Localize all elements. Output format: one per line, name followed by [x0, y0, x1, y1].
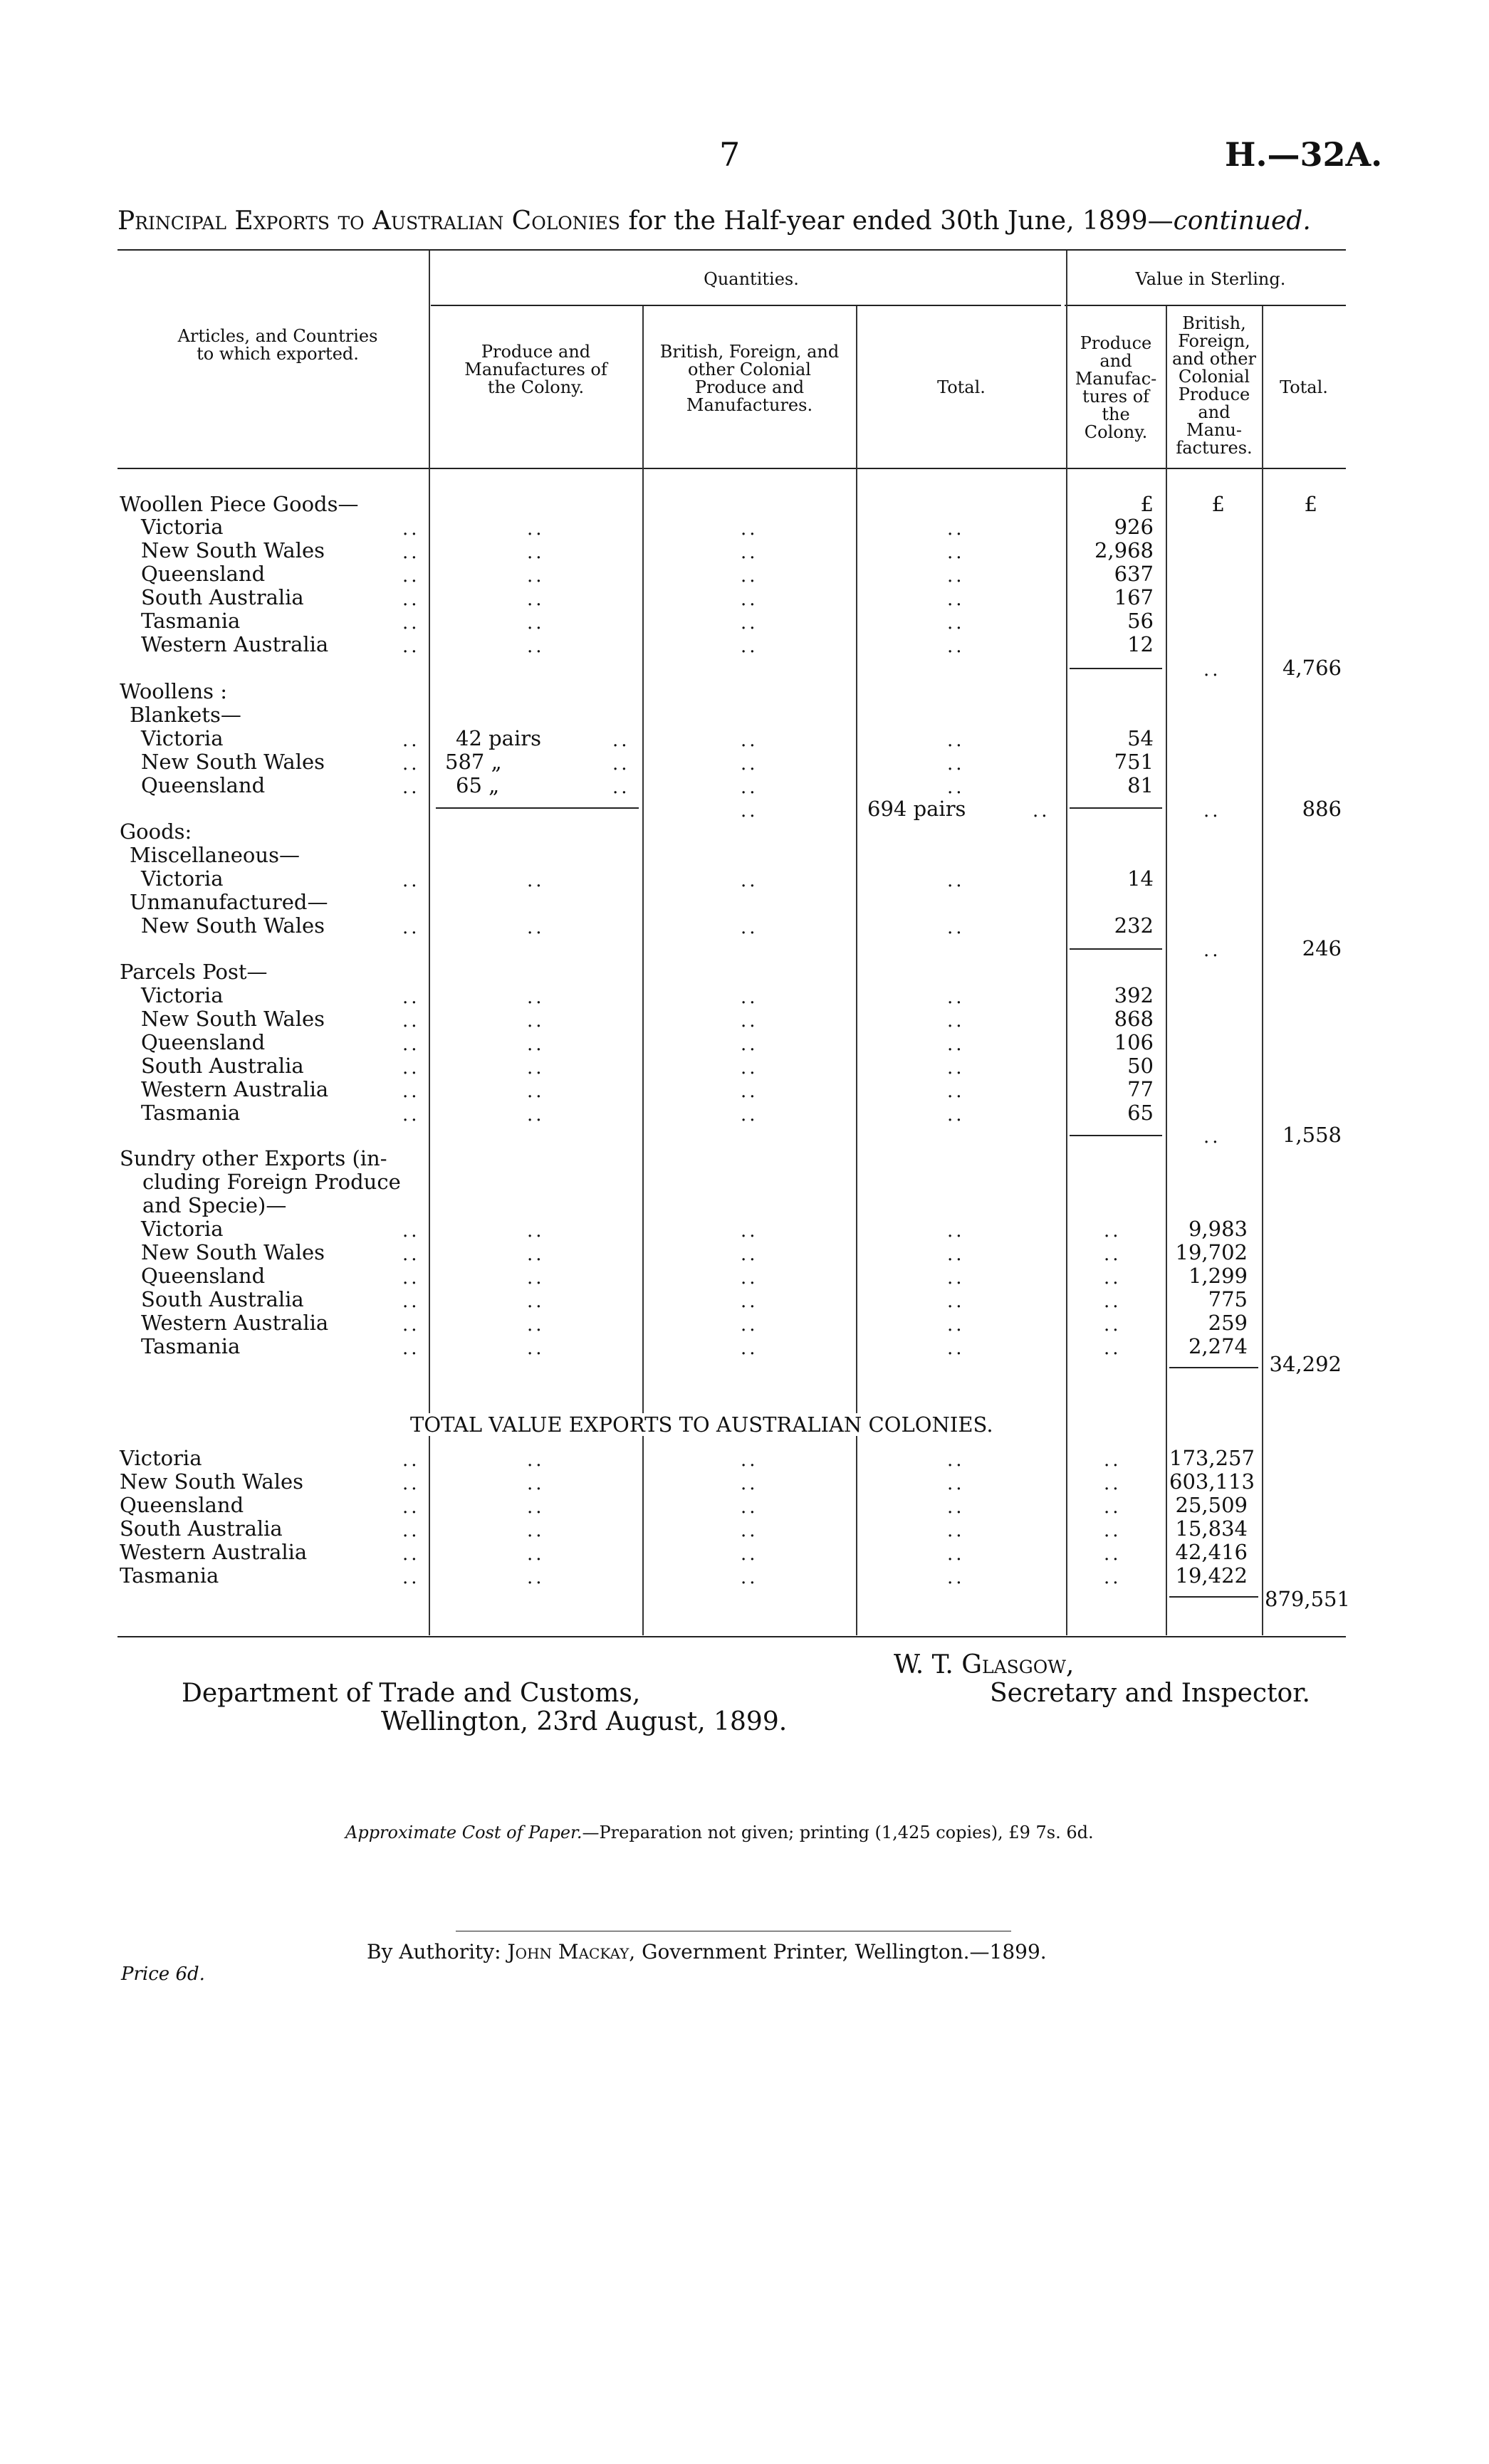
leader-dots: ..: [741, 1081, 758, 1102]
leader-dots: ..: [402, 1496, 420, 1518]
page-number: 7: [719, 135, 741, 174]
title-middle: for the Half-year ended 30th June, 1899—: [620, 206, 1174, 236]
leader-dots: ..: [947, 753, 965, 775]
country-label: Victoria: [141, 726, 224, 750]
country-label: Tasmania: [141, 1101, 241, 1125]
leader-dots: ..: [402, 1520, 420, 1541]
leader-dots: ..: [527, 1543, 545, 1565]
country-label: Victoria: [120, 1446, 202, 1470]
section-total: 246: [1302, 936, 1342, 960]
quantity-produce: 65 „: [456, 773, 500, 797]
country-label: Western Australia: [120, 1540, 308, 1564]
leader-dots: ..: [741, 800, 758, 822]
subtotal-rule: [1169, 1596, 1258, 1598]
value-produce: 637: [1114, 562, 1154, 586]
country-label: Victoria: [141, 515, 224, 539]
col-header-q-produce: Produce and Manufactures of the Colony.: [464, 342, 607, 397]
leader-dots: ..: [741, 1314, 758, 1336]
subheading-miscellaneous: Miscellaneous—: [130, 843, 300, 867]
leader-dots: ..: [1203, 800, 1221, 822]
value-produce: 65: [1127, 1101, 1154, 1125]
signatory-title: Secretary and Inspector.: [990, 1679, 1310, 1708]
value-produce: 167: [1114, 585, 1154, 609]
leader-dots: ..: [741, 1496, 758, 1518]
leader-dots: ..: [741, 1449, 758, 1471]
leader-dots: ..: [527, 917, 545, 938]
section-heading-parcels: Parcels Post—: [120, 960, 268, 984]
subtotal-rule: [1070, 807, 1162, 809]
subtotal-rule: [1070, 948, 1162, 950]
leader-dots: ..: [741, 1520, 758, 1541]
leader-dots: ..: [527, 518, 545, 540]
col-header-v-produce: Produce and Manufac-tures of the Colony.: [1075, 333, 1157, 442]
subtotal-rule: [1070, 668, 1162, 669]
value-produce: 14: [1127, 866, 1154, 891]
value-produce: 106: [1114, 1030, 1154, 1054]
leader-dots: ..: [947, 870, 965, 891]
quantity-produce: 587 „: [445, 750, 502, 774]
leader-dots: ..: [741, 753, 758, 775]
leader-dots: ..: [947, 1220, 965, 1242]
value-british: 19,702: [1175, 1240, 1248, 1264]
col-divider-5: [1166, 306, 1167, 1635]
cost-text: —Preparation not given; printing (1,425 copies), £9 7s. 6d.: [582, 1823, 1094, 1842]
country-label: Tasmania: [141, 1334, 241, 1358]
value-produce: 54: [1127, 726, 1154, 750]
leader-dots: ..: [947, 730, 965, 751]
leader-dots: ..: [402, 1081, 420, 1102]
leader-dots: ..: [947, 1473, 965, 1494]
leader-dots: ..: [741, 542, 758, 563]
quantities-rule: [431, 305, 1061, 306]
country-label: New South Wales: [141, 1240, 325, 1264]
leader-dots: ..: [527, 636, 545, 657]
leader-dots: ..: [741, 1057, 758, 1079]
leader-dots: ..: [741, 636, 758, 657]
leader-dots: ..: [402, 777, 420, 798]
leader-dots: ..: [402, 987, 420, 1008]
leader-dots: ..: [947, 1104, 965, 1126]
currency-symbol-produce: £: [1140, 492, 1154, 516]
section-total: 4,766: [1282, 656, 1342, 680]
leader-dots: ..: [741, 589, 758, 610]
leader-dots: ..: [402, 1314, 420, 1336]
signatory-surname: Glasgow,: [961, 1650, 1075, 1679]
country-label: Western Australia: [141, 632, 329, 656]
value-produce: 56: [1127, 609, 1154, 633]
leader-dots: ..: [1104, 1244, 1122, 1265]
currency-symbol-total: £: [1304, 492, 1317, 516]
value-british: 2,274: [1188, 1334, 1248, 1358]
leader-dots: ..: [527, 1496, 545, 1518]
country-label: Victoria: [141, 1217, 224, 1241]
title-prefix: Principal Exports to Australian Colonies: [117, 206, 620, 236]
leader-dots: ..: [527, 612, 545, 634]
subtotal-rule: [1169, 1367, 1258, 1368]
page-title: [117, 206, 1311, 236]
value-british: 25,509: [1175, 1493, 1248, 1517]
leader-dots: ..: [1104, 1449, 1122, 1471]
leader-dots: ..: [947, 1496, 965, 1518]
country-label: New South Wales: [141, 750, 325, 774]
section-heading-woollens: Woollens :: [120, 679, 228, 703]
leader-dots: ..: [947, 612, 965, 634]
col-header-q-british: British, Foreign, and other Colonial Produce and Manufactures.: [659, 342, 840, 415]
leader-dots: ..: [402, 1473, 420, 1494]
leader-dots: ..: [1104, 1543, 1122, 1565]
leader-dots: ..: [947, 1543, 965, 1565]
subtotal-rule: [1070, 1135, 1162, 1136]
leader-dots: ..: [947, 1244, 965, 1265]
col-header-value: Value in Sterling.: [1135, 269, 1286, 289]
leader-dots: ..: [1203, 1126, 1221, 1148]
leader-dots: ..: [741, 917, 758, 938]
leader-dots: ..: [741, 1220, 758, 1242]
signatory-initials: W. T.: [894, 1650, 954, 1679]
leader-dots: ..: [947, 589, 965, 610]
leader-dots: ..: [527, 987, 545, 1008]
leader-dots: ..: [947, 1057, 965, 1079]
leader-dots: ..: [402, 565, 420, 587]
country-label: Queensland: [141, 1030, 266, 1054]
leader-dots: ..: [947, 542, 965, 563]
leader-dots: ..: [527, 1081, 545, 1102]
section-heading-goods: Goods:: [120, 819, 192, 844]
leader-dots: ..: [947, 1081, 965, 1102]
subheading-blankets: Blankets—: [130, 703, 241, 727]
leader-dots: ..: [402, 1220, 420, 1242]
leader-dots: ..: [947, 987, 965, 1008]
place-date: Wellington, 23rd August, 1899.: [381, 1707, 788, 1736]
grand-total: 879,551: [1265, 1587, 1350, 1611]
leader-dots: ..: [402, 1010, 420, 1032]
totals-heading: TOTAL VALUE EXPORTS TO AUSTRALIAN COLONIES.: [406, 1413, 998, 1436]
leader-dots: ..: [527, 1338, 545, 1359]
leader-dots: ..: [947, 1034, 965, 1055]
country-label: Queensland: [141, 773, 266, 797]
leader-dots: ..: [1104, 1338, 1122, 1359]
leader-dots: ..: [402, 1034, 420, 1055]
leader-dots: ..: [527, 1267, 545, 1289]
leader-dots: ..: [741, 987, 758, 1008]
col-divider-4: [1066, 251, 1067, 1635]
leader-dots: ..: [402, 870, 420, 891]
leader-dots: ..: [947, 917, 965, 938]
value-british: 15,834: [1175, 1516, 1248, 1541]
leader-dots: ..: [741, 730, 758, 751]
header-bottom-rule: [117, 468, 1346, 469]
leader-dots: ..: [402, 917, 420, 938]
leader-dots: ..: [527, 1220, 545, 1242]
leader-dots: ..: [947, 636, 965, 657]
country-label: Tasmania: [141, 609, 241, 633]
value-british: 259: [1208, 1311, 1248, 1335]
leader-dots: ..: [741, 777, 758, 798]
leader-dots: ..: [402, 1338, 420, 1359]
leader-dots: ..: [402, 1244, 420, 1265]
country-label: South Australia: [141, 1054, 304, 1078]
leader-dots: ..: [1203, 940, 1221, 961]
cost-of-paper: [345, 1823, 1094, 1842]
leader-dots: ..: [402, 1104, 420, 1126]
country-label: Western Australia: [141, 1311, 329, 1335]
leader-dots: ..: [1203, 659, 1221, 681]
leader-dots: ..: [741, 1010, 758, 1032]
leader-dots: ..: [947, 1520, 965, 1541]
leader-dots: ..: [741, 612, 758, 634]
leader-dots: ..: [402, 1449, 420, 1471]
country-label: New South Wales: [141, 913, 325, 938]
leader-dots: ..: [527, 1520, 545, 1541]
leader-dots: ..: [741, 565, 758, 587]
col-header-articles: Articles, and Countries to which exported.: [177, 326, 378, 364]
currency-symbol-british: £: [1211, 492, 1225, 516]
table-top-rule: [117, 249, 1346, 251]
value-produce: 392: [1114, 983, 1154, 1007]
leader-dots: ..: [527, 1244, 545, 1265]
leader-dots: ..: [402, 1543, 420, 1565]
quantity-total: 694 pairs: [867, 797, 966, 821]
leader-dots: ..: [612, 753, 630, 775]
value-british: 42,416: [1175, 1540, 1248, 1564]
leader-dots: ..: [527, 1473, 545, 1494]
leader-dots: ..: [741, 1244, 758, 1265]
value-british: 775: [1208, 1287, 1248, 1311]
leader-dots: ..: [1104, 1473, 1122, 1494]
value-british: 1,299: [1188, 1264, 1248, 1288]
leader-dots: ..: [402, 542, 420, 563]
leader-dots: ..: [527, 1057, 545, 1079]
section-total: 1,558: [1282, 1123, 1342, 1147]
leader-dots: ..: [527, 1104, 545, 1126]
cost-label: Approximate Cost of Paper.: [345, 1823, 582, 1842]
leader-dots: ..: [402, 636, 420, 657]
authority-suffix: Government Printer, Wellington.—1899.: [642, 1940, 1047, 1964]
country-label: New South Wales: [120, 1469, 304, 1494]
leader-dots: ..: [741, 518, 758, 540]
leader-dots: ..: [741, 870, 758, 891]
leader-dots: ..: [402, 1267, 420, 1289]
leader-dots: ..: [741, 1267, 758, 1289]
leader-dots: ..: [527, 1034, 545, 1055]
country-label: New South Wales: [141, 1007, 325, 1031]
value-produce: 868: [1114, 1007, 1154, 1031]
leader-dots: ..: [1104, 1291, 1122, 1312]
subheading-unmanufactured: Unmanufactured—: [130, 890, 328, 914]
leader-dots: ..: [947, 777, 965, 798]
value-produce: 50: [1127, 1054, 1154, 1078]
value-produce: 751: [1114, 750, 1154, 774]
country-label: Queensland: [141, 562, 266, 586]
section-total: 886: [1302, 797, 1342, 821]
leader-dots: ..: [947, 1267, 965, 1289]
document-reference: H.—32A.: [1225, 135, 1383, 174]
leader-dots: ..: [741, 1567, 758, 1588]
leader-dots: ..: [947, 518, 965, 540]
leader-dots: ..: [741, 1034, 758, 1055]
leader-dots: ..: [1104, 1496, 1122, 1518]
leader-dots: ..: [527, 870, 545, 891]
col-header-v-total: Total.: [1280, 377, 1328, 397]
leader-dots: ..: [527, 1567, 545, 1588]
leader-dots: ..: [741, 1543, 758, 1565]
leader-dots: ..: [1104, 1267, 1122, 1289]
authority-prefix: By Authority:: [367, 1940, 501, 1964]
leader-dots: ..: [527, 1291, 545, 1312]
leader-dots: ..: [402, 612, 420, 634]
country-label: Victoria: [141, 983, 224, 1007]
leader-dots: ..: [741, 1104, 758, 1126]
section-total: 34,292: [1269, 1352, 1342, 1376]
leader-dots: ..: [1104, 1520, 1122, 1541]
leader-dots: ..: [612, 777, 630, 798]
section-heading-sundry-cont: and Specie)—: [142, 1193, 287, 1217]
value-produce: 232: [1114, 913, 1154, 938]
value-produce: 12: [1127, 632, 1154, 656]
col-header-v-british: British, Foreign, and other Colonial Produce and Manu-factures.: [1172, 313, 1256, 458]
subtotal-rule: [436, 807, 639, 809]
value-british: 603,113: [1169, 1469, 1255, 1494]
leader-dots: ..: [947, 1314, 965, 1336]
leader-dots: ..: [402, 1567, 420, 1588]
leader-dots: ..: [612, 730, 630, 751]
country-label: Victoria: [141, 866, 224, 891]
leader-dots: ..: [527, 542, 545, 563]
section-heading-sundry-cont: cluding Foreign Produce: [142, 1170, 401, 1194]
leader-dots: ..: [741, 1291, 758, 1312]
country-label: Western Australia: [141, 1077, 329, 1101]
leader-dots: ..: [402, 1291, 420, 1312]
country-label: South Australia: [120, 1516, 283, 1541]
leader-dots: ..: [402, 730, 420, 751]
leader-dots: ..: [947, 1338, 965, 1359]
leader-dots: ..: [1104, 1567, 1122, 1588]
leader-dots: ..: [1104, 1220, 1122, 1242]
value-produce: 926: [1114, 515, 1154, 539]
value-british: 19,422: [1175, 1563, 1248, 1588]
leader-dots: ..: [1104, 1314, 1122, 1336]
leader-dots: ..: [527, 565, 545, 587]
leader-dots: ..: [741, 1473, 758, 1494]
leader-dots: ..: [402, 753, 420, 775]
value-rule: [1065, 305, 1346, 306]
col-divider-6: [1262, 306, 1263, 1635]
leader-dots: ..: [947, 1449, 965, 1471]
printer-authority: [367, 1940, 1047, 1964]
value-british: 9,983: [1188, 1217, 1248, 1241]
price: Price 6d.: [121, 1964, 205, 1985]
section-heading-sundry: Sundry other Exports (in-: [120, 1146, 387, 1170]
country-label: New South Wales: [141, 538, 325, 562]
table-bottom-rule: [117, 1636, 1346, 1637]
leader-dots: ..: [947, 1567, 965, 1588]
value-produce: 77: [1127, 1077, 1154, 1101]
leader-dots: ..: [402, 518, 420, 540]
signatory-name: [894, 1650, 1074, 1679]
leader-dots: ..: [947, 565, 965, 587]
leader-dots: ..: [402, 1057, 420, 1079]
country-label: South Australia: [141, 585, 304, 609]
leader-dots: ..: [947, 1291, 965, 1312]
leader-dots: ..: [527, 589, 545, 610]
country-label: Queensland: [141, 1264, 266, 1288]
leader-dots: ..: [527, 1449, 545, 1471]
leader-dots: ..: [402, 589, 420, 610]
country-label: Tasmania: [120, 1563, 219, 1588]
leader-dots: ..: [527, 1010, 545, 1032]
department: Department of Trade and Customs,: [182, 1679, 641, 1708]
quantity-produce: 42 pairs: [456, 726, 541, 750]
value-produce: 2,968: [1094, 538, 1154, 562]
leader-dots: ..: [527, 1314, 545, 1336]
value-produce: 81: [1127, 773, 1154, 797]
leader-dots: ..: [947, 1010, 965, 1032]
value-british: 173,257: [1169, 1446, 1255, 1470]
printer-name: John Mackay,: [507, 1940, 636, 1964]
leader-dots: ..: [741, 1338, 758, 1359]
title-suffix: continued.: [1173, 206, 1311, 236]
section-heading-woollen-piece: Woollen Piece Goods—: [120, 492, 359, 516]
country-label: South Australia: [141, 1287, 304, 1311]
col-header-quantities: Quantities.: [704, 269, 799, 289]
leader-dots: ..: [1033, 800, 1050, 822]
country-label: Queensland: [120, 1493, 244, 1517]
col-header-q-total: Total.: [937, 377, 986, 397]
